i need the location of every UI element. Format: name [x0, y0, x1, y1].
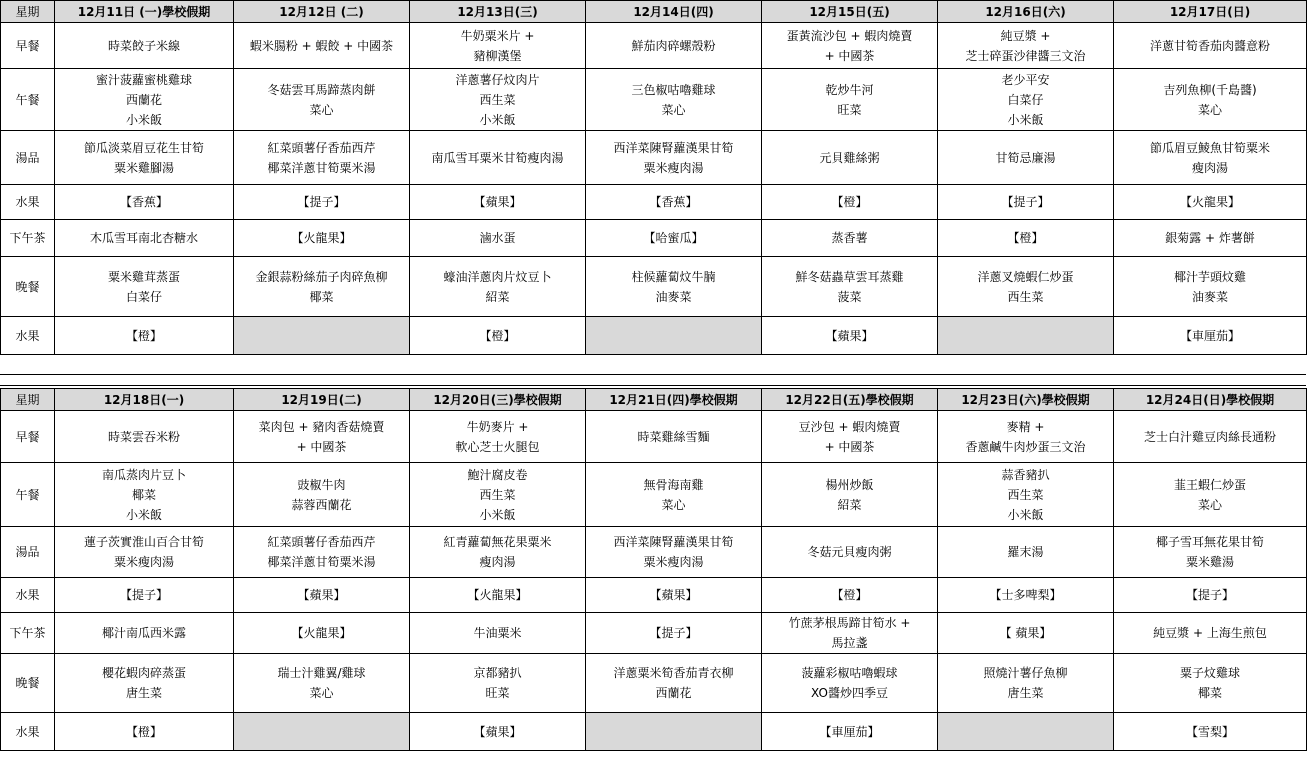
menu-cell [234, 131, 410, 185]
menu-item-text: 時菜餃子米線 [107, 38, 180, 53]
menu-cell [234, 713, 410, 751]
menu-item-text: 唐生菜 [125, 686, 162, 700]
menu-cell [762, 713, 938, 751]
menu-cell [762, 654, 938, 713]
menu-item-text: 【提子】 [1185, 588, 1234, 602]
menu-item-text: 老少平安 [1001, 72, 1050, 87]
menu-item-text: 甘筍忌廉湯 [995, 150, 1056, 165]
menu-item-text: 櫻花蝦肉碎蒸蛋 [101, 666, 186, 680]
menu-item-text: 瑞士汁雞翼/雞球 [277, 666, 366, 680]
menu-item-text: 油麥菜 [655, 289, 692, 304]
menu-cell [762, 185, 938, 220]
menu-cell [410, 411, 586, 463]
menu-cell [938, 69, 1114, 131]
menu-cell [1114, 411, 1307, 463]
menu-item-text: 馬拉盞 [831, 636, 868, 650]
day-header: 12月18日(一) [55, 389, 234, 411]
menu-item-text: 小米飯 [125, 112, 162, 127]
menu-item-text: 韮王蝦仁炒蛋 [1173, 477, 1246, 492]
menu-cell [234, 185, 410, 220]
menu-item-text: 白菜仔 [125, 289, 162, 304]
menu-cell [938, 131, 1114, 185]
menu-item-text: 紅菜頭薯仔香茄西芹 [267, 535, 376, 549]
menu-item-text: 元貝雞絲粥 [819, 150, 880, 165]
menu-cell [234, 527, 410, 578]
menu-cell [234, 654, 410, 713]
menu-cell [1114, 220, 1307, 257]
day-header: 12月14日(四) [586, 1, 762, 23]
menu-cell [1114, 654, 1307, 713]
menu-item-text: 【蘋果】 [297, 588, 346, 602]
menu-item-text: 洋蔥甘筍香茄肉醬意粉 [1149, 38, 1270, 53]
menu-item-text: 椰菜洋蔥甘筍粟米湯 [267, 160, 376, 175]
menu-cell [762, 257, 938, 317]
menu-item-text: 【提子】 [297, 195, 346, 209]
menu-item-text: 菜心 [1197, 102, 1222, 117]
table-row-breakfast [1, 23, 1307, 69]
menu-cell [234, 578, 410, 613]
menu-item-text: 芝士碎蛋沙律醬三文治 [965, 48, 1086, 63]
menu-cell [938, 317, 1114, 355]
menu-item-text: 瘦肉湯 [479, 555, 516, 569]
menu-item-text: 芝士白汁雞豆肉絲長通粉 [1143, 429, 1276, 444]
row-label-breakfast: 早餐 [1, 411, 55, 463]
menu-cell [586, 713, 762, 751]
menu-item-text: 瘦肉湯 [1191, 160, 1228, 175]
menu-item-text: 粟米雞茸蒸蛋 [107, 269, 180, 284]
menu-item-text: 小米飯 [1007, 112, 1044, 127]
day-header: 12月15日(五) [762, 1, 938, 23]
table-row-afternoon-tea [1, 220, 1307, 257]
table-row-evening-fruit [1, 713, 1307, 751]
menu-item-text: 西蘭花 [125, 92, 162, 107]
table-separator [0, 374, 1306, 386]
menu-cell [410, 131, 586, 185]
menu-item-text: 羅末湯 [1007, 545, 1044, 559]
menu-item-text: 照燒汁薯仔魚柳 [983, 666, 1068, 680]
menu-cell [586, 131, 762, 185]
menu-cell [586, 578, 762, 613]
menu-cell [938, 578, 1114, 613]
week-2-menu-table [0, 388, 1307, 751]
row-label-afternoon-tea: 下午茶 [1, 613, 55, 654]
menu-item-text: 椰菜洋蔥甘筍粟米湯 [267, 555, 376, 569]
menu-cell [234, 411, 410, 463]
menu-cell [234, 69, 410, 131]
menu-item-text: 【橙】 [125, 328, 162, 343]
menu-cell [1114, 713, 1307, 751]
menu-item-text: 【蘋果】 [473, 724, 522, 739]
menu-item-text: 南瓜蒸肉片豆卜 [101, 467, 186, 482]
menu-item-text: 【火龍果】 [467, 588, 528, 602]
menu-cell [938, 257, 1114, 317]
menu-item-text: 牛奶麥片 + [466, 419, 529, 434]
menu-item-text: 紹菜 [485, 289, 510, 304]
menu-item-text: 旺菜 [837, 102, 862, 117]
menu-item-text: 麥精 + [1006, 419, 1045, 434]
menu-cell [938, 654, 1114, 713]
menu-cell [586, 527, 762, 578]
menu-item-text: 油麥菜 [1191, 289, 1228, 304]
table-row-afternoon-tea [1, 613, 1307, 654]
menu-item-text: 【橙】 [125, 724, 162, 739]
menu-item-text: 紅青蘿蔔無花果粟米 [443, 535, 552, 549]
menu-cell [55, 23, 234, 69]
menu-cell [1114, 613, 1307, 654]
table-row-lunch [1, 69, 1307, 131]
menu-item-text: 蛋黃流沙包 + 蝦肉燒賣 [786, 28, 913, 43]
menu-item-text: 菜心 [661, 497, 686, 512]
menu-item-text: 三色椒咕嚕雞球 [631, 82, 716, 97]
menu-item-text: 西蘭花 [655, 686, 692, 700]
menu-cell [234, 463, 410, 527]
menu-item-text: 菜心 [1197, 497, 1222, 512]
menu-item-text: 【 蘋果】 [999, 626, 1052, 640]
menu-item-text: XO醬炒四季豆 [811, 686, 888, 700]
menu-cell [1114, 463, 1307, 527]
menu-cell [938, 527, 1114, 578]
menu-cell [762, 463, 938, 527]
menu-cell [410, 317, 586, 355]
menu-item-text: 椰汁南瓜西米露 [101, 626, 186, 640]
menu-item-text: 【提子】 [119, 588, 168, 602]
menu-cell [55, 411, 234, 463]
menu-item-text: 洋蔥粟米筍香茄青衣柳 [613, 666, 734, 680]
menu-item-text: 椰子雪耳無花果甘筍 [1155, 535, 1264, 549]
menu-item-text: 鮮茄肉碎螺殼粉 [631, 38, 716, 53]
menu-item-text: 【香蕉】 [119, 195, 168, 209]
menu-item-text: 菜心 [309, 102, 334, 117]
menu-item-text: 【火龍果】 [1179, 195, 1240, 209]
menu-cell [410, 463, 586, 527]
menu-cell [586, 23, 762, 69]
table-row-breakfast [1, 411, 1307, 463]
row-label-evening-fruit: 水果 [1, 713, 55, 751]
menu-cell [586, 317, 762, 355]
day-header: 12月17日(日) [1114, 1, 1307, 23]
menu-item-text: 【蘋果】 [473, 195, 522, 209]
menu-item-text: 旺菜 [485, 686, 510, 700]
menu-item-text: 椰汁芋頭炆雞 [1173, 269, 1246, 284]
menu-item-text: 蝦米腸粉 + 蝦餃 + 中國茶 [249, 38, 394, 53]
menu-item-text: 西洋菜陳腎蘿漢果甘筍 [613, 140, 734, 155]
menu-item-text: 滷水蛋 [479, 231, 516, 245]
menu-item-text: + 中國茶 [824, 439, 875, 454]
menu-cell [234, 23, 410, 69]
menu-item-text: 【蘋果】 [649, 588, 698, 602]
menu-item-text: 時菜雞絲雪麵 [637, 429, 710, 444]
menu-item-text: 小米飯 [125, 507, 162, 522]
day-header: 12月22日(五)學校假期 [762, 389, 938, 411]
table-row-dinner [1, 654, 1307, 713]
day-header: 12月24日(日)學校假期 [1114, 389, 1307, 411]
menu-item-text: 柱候蘿蔔炆牛腩 [631, 269, 716, 284]
menu-cell [762, 411, 938, 463]
day-header: 12月21日(四)學校假期 [586, 389, 762, 411]
menu-item-text: 蒜香豬扒 [1001, 467, 1050, 482]
row-label-breakfast: 早餐 [1, 23, 55, 69]
menu-item-text: 【車厘茄】 [819, 724, 880, 739]
menu-item-text: 洋蔥薯仔炆肉片 [455, 72, 540, 87]
menu-cell [410, 527, 586, 578]
menu-cell [410, 713, 586, 751]
menu-cell [55, 257, 234, 317]
menu-item-text: 竹蔗茅根馬蹄甘筍水 + [788, 616, 911, 630]
menu-item-text: 【火龍果】 [291, 626, 352, 640]
menu-item-text: 【雪梨】 [1185, 724, 1234, 739]
menu-cell [1114, 69, 1307, 131]
row-label-fruit: 水果 [1, 578, 55, 613]
menu-cell [1114, 185, 1307, 220]
menu-item-text: 無骨海南雞 [643, 477, 704, 492]
menu-cell [938, 23, 1114, 69]
menu-item-text: 唐生菜 [1007, 686, 1044, 700]
menu-item-text: 冬菇元貝瘦肉粥 [807, 545, 892, 559]
menu-cell [1114, 527, 1307, 578]
menu-cell [234, 613, 410, 654]
week-1-menu-table [0, 0, 1307, 355]
menu-item-text: 西生菜 [1007, 487, 1044, 502]
menu-item-text: 南瓜雪耳粟米甘筍瘦肉湯 [431, 150, 564, 165]
menu-cell [586, 220, 762, 257]
menu-cell [234, 257, 410, 317]
menu-item-text: 牛奶粟米片 + [460, 28, 535, 43]
menu-item-text: 粟子炆雞球 [1179, 666, 1240, 680]
menu-cell [938, 713, 1114, 751]
menu-cell [410, 23, 586, 69]
menu-item-text: 節瓜淡菜眉豆花生甘筍 [83, 140, 204, 155]
menu-item-text: 白菜仔 [1007, 92, 1044, 107]
menu-cell [55, 69, 234, 131]
menu-cell [1114, 257, 1307, 317]
menu-item-text: 純豆漿 + 上海生煎包 [1153, 626, 1267, 640]
menu-item-text: 菠菜 [837, 289, 862, 304]
menu-cell [762, 69, 938, 131]
menu-cell [1114, 23, 1307, 69]
row-label-soup: 湯品 [1, 527, 55, 578]
menu-item-text: 鮮冬菇蟲草雲耳蒸雞 [795, 269, 904, 284]
menu-item-text: 純豆漿 + [1000, 28, 1051, 43]
menu-item-text: 西洋菜陳腎蘿漢果甘筍 [613, 535, 734, 549]
menu-item-text: 西生菜 [479, 92, 516, 107]
menu-item-text: 時菜雲吞米粉 [107, 429, 180, 444]
menu-cell [55, 463, 234, 527]
row-label-afternoon-tea: 下午茶 [1, 220, 55, 257]
header-row [1, 1, 1307, 23]
menu-cell [410, 69, 586, 131]
menu-cell [1114, 317, 1307, 355]
menu-item-text: 菜肉包 + 豬肉香菇燒賣 [258, 419, 385, 434]
menu-item-text: 木瓜雪耳南北杏糖水 [89, 231, 198, 245]
menu-item-text: 節瓜眉豆鯪魚甘筍粟米 [1149, 140, 1270, 155]
table-row-fruit [1, 185, 1307, 220]
menu-item-text: 西生菜 [1007, 289, 1044, 304]
menu-item-text: 椰菜 [1197, 686, 1222, 700]
menu-item-text: 【士多啤梨】 [989, 588, 1062, 602]
menu-cell [938, 463, 1114, 527]
menu-item-text: 京都豬扒 [473, 666, 522, 680]
menu-cell [586, 185, 762, 220]
menu-cell [55, 527, 234, 578]
row-label-lunch: 午餐 [1, 69, 55, 131]
menu-cell [234, 317, 410, 355]
menu-cell [410, 578, 586, 613]
weekday-column-header: 星期 [1, 1, 55, 23]
menu-item-text: 小米飯 [1007, 507, 1044, 522]
menu-item-text: 【橙】 [831, 588, 868, 602]
day-header: 12月13日(三) [410, 1, 586, 23]
menu-item-text: 菠蘿彩椒咕嚕蝦球 [801, 666, 898, 680]
row-label-dinner: 晚餐 [1, 654, 55, 713]
menu-item-text: 【香蕉】 [649, 195, 698, 209]
weekday-column-header: 星期 [1, 389, 55, 411]
menu-item-text: + 中國茶 [824, 48, 875, 63]
row-label-fruit: 水果 [1, 185, 55, 220]
menu-cell [762, 613, 938, 654]
day-header: 12月23日(六)學校假期 [938, 389, 1114, 411]
menu-item-text: 吉列魚柳(千島醬) [1163, 82, 1257, 97]
menu-cell [938, 411, 1114, 463]
menu-cell [938, 613, 1114, 654]
menu-item-text: 【橙】 [1007, 231, 1044, 245]
table-row-fruit [1, 578, 1307, 613]
menu-item-text: 粟米瘦肉湯 [113, 555, 174, 569]
menu-item-text: 牛油粟米 [473, 626, 522, 640]
menu-item-text: 【橙】 [479, 328, 516, 343]
menu-item-text: 【車厘茄】 [1179, 328, 1240, 343]
table-row-soup [1, 527, 1307, 578]
menu-item-text: 小米飯 [479, 507, 516, 522]
menu-cell [586, 257, 762, 317]
menu-cell [55, 654, 234, 713]
menu-item-text: 銀菊露 + 炸薯餅 [1165, 231, 1255, 245]
row-label-lunch: 午餐 [1, 463, 55, 527]
menu-cell [55, 713, 234, 751]
menu-item-text: 椰菜 [309, 289, 334, 304]
menu-cell [762, 527, 938, 578]
table-row-evening-fruit [1, 317, 1307, 355]
header-row [1, 389, 1307, 411]
menu-item-text: 【提子】 [1001, 195, 1050, 209]
table-row-lunch [1, 463, 1307, 527]
menu-cell [410, 185, 586, 220]
menu-item-text: 冬菇雲耳馬蹄蒸肉餅 [267, 82, 376, 97]
menu-cell [410, 257, 586, 317]
day-header: 12月12日 (二) [234, 1, 410, 23]
menu-cell [762, 220, 938, 257]
menu-item-text: 鮑汁腐皮卷 [467, 467, 528, 482]
menu-cell [762, 578, 938, 613]
menu-item-text: 椰菜 [131, 487, 156, 502]
menu-item-text: 蠔油洋蔥肉片炆豆卜 [443, 269, 552, 284]
menu-item-text: 【提子】 [649, 626, 698, 640]
menu-cell [762, 317, 938, 355]
row-label-soup: 湯品 [1, 131, 55, 185]
menu-item-text: 【哈蜜瓜】 [643, 231, 704, 245]
menu-item-text: 小米飯 [479, 112, 516, 127]
menu-item-text: 【火龍果】 [291, 231, 352, 245]
menu-item-text: 【橙】 [831, 195, 868, 209]
menu-item-text: 【蘋果】 [825, 328, 874, 343]
menu-item-text: 香蔥鹹牛肉炒蛋三文治 [965, 439, 1086, 454]
menu-cell [410, 220, 586, 257]
menu-item-text: 豉椒牛肉 [297, 477, 346, 492]
menu-item-text: 豬柳漢堡 [473, 48, 522, 63]
menu-item-text: 粟米雞湯 [1185, 555, 1234, 569]
menu-item-text: 軟心芝士火腿包 [455, 439, 540, 454]
menu-cell [938, 185, 1114, 220]
menu-item-text: 粟米雞腳湯 [113, 160, 174, 175]
menu-item-text: 粟米瘦肉湯 [643, 160, 704, 175]
row-label-dinner: 晚餐 [1, 257, 55, 317]
menu-cell [55, 131, 234, 185]
menu-cell [1114, 131, 1307, 185]
menu-cell [55, 220, 234, 257]
row-label-evening-fruit: 水果 [1, 317, 55, 355]
menu-item-text: 紹菜 [837, 497, 862, 512]
menu-item-text: 紅菜頭薯仔香茄西芹 [267, 140, 376, 155]
table-row-dinner [1, 257, 1307, 317]
menu-cell [55, 317, 234, 355]
day-header: 12月11日 (一)學校假期 [55, 1, 234, 23]
menu-cell [410, 613, 586, 654]
day-header: 12月19日(二) [234, 389, 410, 411]
menu-cell [55, 578, 234, 613]
menu-cell [762, 131, 938, 185]
menu-item-text: 粟米瘦肉湯 [643, 555, 704, 569]
menu-item-text: 金銀蒜粉絲茄子肉碎魚柳 [255, 269, 388, 284]
menu-cell [762, 23, 938, 69]
menu-cell [55, 613, 234, 654]
menu-cell [55, 185, 234, 220]
menu-item-text: 楊州炒飯 [825, 477, 874, 492]
menu-item-text: 乾炒牛河 [825, 82, 874, 97]
menu-cell [586, 69, 762, 131]
menu-cell [1114, 578, 1307, 613]
menu-cell [234, 220, 410, 257]
table-row-soup [1, 131, 1307, 185]
menu-item-text: 豆沙包 + 蝦肉燒賣 [798, 419, 901, 434]
menu-item-text: + 中國茶 [296, 439, 347, 454]
menu-cell [586, 463, 762, 527]
menu-cell [938, 220, 1114, 257]
menu-item-text: 蜜汁菠蘿蜜桃雞球 [95, 72, 192, 87]
menu-cell [586, 613, 762, 654]
menu-item-text: 蒸香薯 [831, 231, 868, 245]
menu-cell [586, 654, 762, 713]
menu-item-text: 西生菜 [479, 487, 516, 502]
day-header: 12月20日(三)學校假期 [410, 389, 586, 411]
menu-item-text: 蒜蓉西蘭花 [291, 497, 352, 512]
menu-item-text: 蓮子茨實淮山百合甘筍 [83, 535, 204, 549]
menu-cell [410, 654, 586, 713]
menu-item-text: 菜心 [661, 102, 686, 117]
menu-item-text: 洋蔥叉燒蝦仁炒蛋 [977, 269, 1074, 284]
day-header: 12月16日(六) [938, 1, 1114, 23]
menu-item-text: 菜心 [309, 686, 334, 700]
menu-cell [586, 411, 762, 463]
